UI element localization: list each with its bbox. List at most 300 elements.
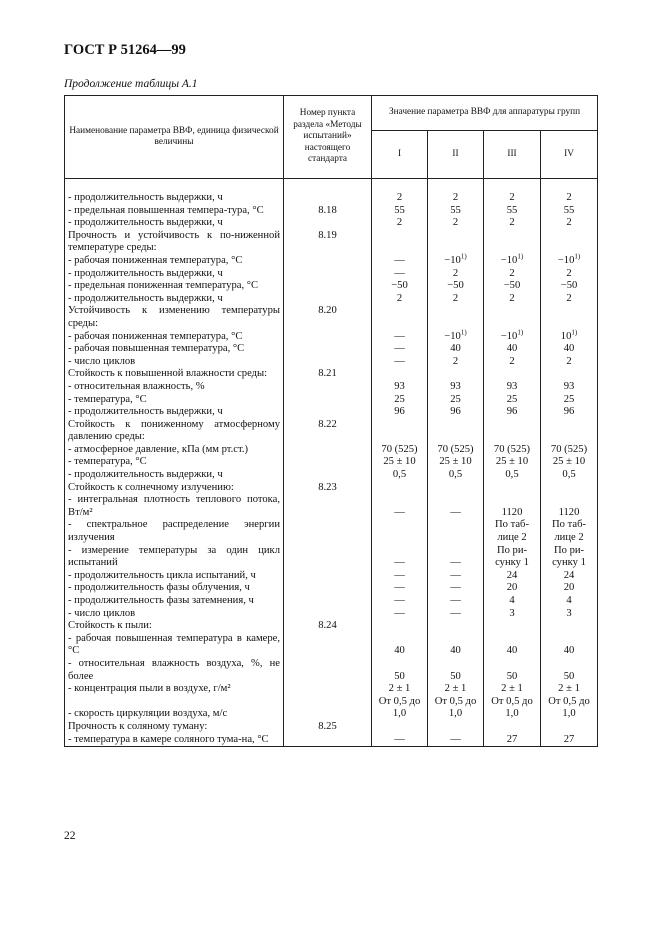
group-value bbox=[372, 356, 428, 369]
section-number bbox=[284, 469, 372, 482]
group-value bbox=[484, 328, 541, 344]
group-value-text: 0,5 bbox=[448, 469, 463, 481]
group-value bbox=[372, 368, 428, 381]
parameter-name: - продолжительность выдержки, ч bbox=[65, 406, 284, 419]
group-value bbox=[541, 482, 598, 495]
group-value bbox=[428, 696, 484, 721]
group-value-text: 2 bbox=[566, 355, 572, 367]
table-row bbox=[65, 217, 598, 230]
group-value bbox=[428, 469, 484, 482]
group-value-text: −50 bbox=[391, 280, 408, 292]
group-value-text: 40 bbox=[450, 645, 461, 657]
group-value-text: 40 bbox=[563, 645, 575, 657]
section-number bbox=[284, 394, 372, 407]
group-value bbox=[372, 683, 428, 696]
table-row bbox=[65, 633, 598, 658]
group-value-text: 2 bbox=[566, 217, 572, 229]
parameter-name: Стойкость к пыли: bbox=[65, 620, 284, 633]
group-value bbox=[484, 444, 541, 457]
group-value bbox=[428, 419, 484, 444]
table-row bbox=[65, 683, 598, 696]
group-value bbox=[428, 230, 484, 255]
group-value-text: 25 ± 10 bbox=[439, 456, 472, 468]
group-value-text: 1120 bbox=[558, 506, 580, 518]
group-value bbox=[541, 394, 598, 407]
group-value bbox=[541, 328, 598, 344]
footnote-marker: 1) bbox=[460, 252, 467, 261]
group-value-text: 3 bbox=[509, 607, 515, 619]
section-number: 8.25 bbox=[284, 721, 372, 734]
parameter-name: - продолжительность цикла испытаний, ч bbox=[65, 570, 284, 583]
group-value-text: 1120 bbox=[501, 506, 523, 518]
group-value bbox=[372, 268, 428, 281]
group-value bbox=[484, 205, 541, 218]
section-number: 8.22 bbox=[284, 419, 372, 444]
group-value bbox=[428, 633, 484, 658]
parameter-name: - атмосферное давление, кПа (мм рт.ст.) bbox=[65, 444, 284, 457]
group-value bbox=[484, 494, 541, 519]
group-value bbox=[541, 595, 598, 608]
group-value bbox=[484, 343, 541, 356]
group-value-text: 50 bbox=[563, 670, 575, 682]
group-value-text: 40 bbox=[563, 343, 575, 355]
section-number bbox=[284, 217, 372, 230]
table-row bbox=[65, 268, 598, 281]
column-header-group: III bbox=[484, 131, 541, 179]
group-value-text: — bbox=[394, 557, 405, 569]
group-value bbox=[541, 734, 598, 747]
group-value bbox=[428, 595, 484, 608]
group-value bbox=[541, 608, 598, 621]
group-value bbox=[541, 633, 598, 658]
table-row bbox=[65, 620, 598, 633]
group-value-text: 93 bbox=[563, 380, 575, 392]
section-number: 8.19 bbox=[284, 230, 372, 255]
document-title: ГОСТ Р 51264—99 bbox=[64, 42, 186, 58]
group-value bbox=[541, 494, 598, 519]
group-value-text: 2 bbox=[396, 217, 403, 229]
group-value-text: 2 bbox=[509, 292, 515, 304]
group-value bbox=[484, 368, 541, 381]
group-value-text: — bbox=[394, 582, 405, 594]
group-value bbox=[541, 205, 598, 218]
section-number bbox=[284, 444, 372, 457]
group-value bbox=[372, 293, 428, 306]
parameter-name: - относительная влажность воздуха, %, не более bbox=[65, 658, 284, 683]
group-value-text: 25 bbox=[450, 393, 461, 405]
table-row bbox=[65, 519, 598, 544]
section-number bbox=[284, 519, 372, 544]
group-value bbox=[428, 217, 484, 230]
group-value-text: — bbox=[394, 254, 405, 266]
group-value bbox=[372, 419, 428, 444]
group-value-text: −50 bbox=[560, 280, 578, 292]
section-number bbox=[284, 381, 372, 394]
group-value bbox=[372, 608, 428, 621]
group-value bbox=[484, 721, 541, 734]
parameter-name: - скорость циркуляции воздуха, м/с bbox=[65, 696, 284, 721]
group-value bbox=[428, 394, 484, 407]
group-value bbox=[372, 721, 428, 734]
section-number bbox=[284, 343, 372, 356]
group-value-text: 2 bbox=[566, 292, 572, 304]
column-header-section: Номер пункта раздела «Методы испытаний» настоящего стандарта bbox=[284, 96, 372, 179]
group-value bbox=[541, 620, 598, 633]
group-value-text: −10 bbox=[557, 254, 575, 266]
group-value-text: −10 bbox=[444, 330, 461, 342]
table-row bbox=[65, 444, 598, 457]
group-value-text: 2 ± 1 bbox=[388, 683, 411, 695]
group-value bbox=[484, 633, 541, 658]
group-value-text: 25 bbox=[563, 393, 575, 405]
table-row bbox=[65, 456, 598, 469]
group-value-text: — bbox=[450, 607, 461, 619]
parameter-name: Стойкость к солнечному излучению: bbox=[65, 482, 284, 495]
section-number bbox=[284, 494, 372, 519]
group-value-text: 93 bbox=[450, 380, 461, 392]
table-row bbox=[65, 356, 598, 369]
table-row bbox=[65, 494, 598, 519]
table-row bbox=[65, 469, 598, 482]
table-row bbox=[65, 293, 598, 306]
group-value bbox=[372, 381, 428, 394]
group-value bbox=[484, 280, 541, 293]
group-value bbox=[541, 252, 598, 268]
group-value-text: 24 bbox=[563, 569, 575, 581]
section-number: 8.24 bbox=[284, 620, 372, 633]
group-value bbox=[484, 406, 541, 419]
footnote-marker: 1) bbox=[517, 328, 524, 336]
group-value-text: 2 bbox=[509, 192, 515, 203]
table-row bbox=[65, 482, 598, 495]
group-value bbox=[372, 734, 428, 747]
parameter-name: - интегральная плотность теплового потока, Вт/м² bbox=[65, 494, 284, 519]
group-value-text: — bbox=[450, 506, 461, 518]
table-row bbox=[65, 582, 598, 595]
group-value-text: От 0,5 до 1,0 bbox=[548, 695, 590, 720]
table-row bbox=[65, 545, 598, 570]
group-value bbox=[541, 419, 598, 444]
group-value-text: 2 ± 1 bbox=[558, 683, 580, 695]
table-row bbox=[65, 280, 598, 293]
table-continuation-caption: Продолжение таблицы А.1 bbox=[64, 78, 198, 90]
group-value-text: 2 bbox=[452, 355, 459, 367]
group-value-text: По ри-сунку 1 bbox=[552, 544, 586, 569]
column-header-group: I bbox=[372, 131, 428, 179]
group-value-text: 24 bbox=[506, 569, 518, 581]
table-row bbox=[65, 658, 598, 683]
group-value-text: — bbox=[394, 506, 405, 518]
table-row bbox=[65, 721, 598, 734]
parameters-table bbox=[64, 95, 598, 747]
group-value-text: — bbox=[394, 355, 405, 367]
group-value bbox=[541, 519, 598, 544]
group-value-text: — bbox=[450, 733, 461, 745]
table-row bbox=[65, 406, 598, 419]
parameter-name: - рабочая пониженная температура, °С bbox=[65, 331, 284, 344]
group-value-text: По ри-сунку 1 bbox=[495, 544, 529, 569]
table-row bbox=[65, 734, 598, 747]
table-row bbox=[65, 230, 598, 255]
group-value bbox=[484, 683, 541, 696]
group-value bbox=[484, 305, 541, 330]
group-value-text: — bbox=[394, 330, 405, 342]
group-value bbox=[484, 419, 541, 444]
group-value-text: По таб-лице 2 bbox=[495, 519, 529, 544]
group-value bbox=[484, 192, 541, 205]
section-number bbox=[284, 696, 372, 721]
group-value-text: 55 bbox=[394, 204, 405, 216]
group-value bbox=[484, 582, 541, 595]
group-value-text: 2 bbox=[396, 192, 403, 203]
section-number bbox=[284, 570, 372, 583]
group-value bbox=[484, 482, 541, 495]
table-row bbox=[65, 381, 598, 394]
group-value bbox=[372, 217, 428, 230]
column-header-group: II bbox=[428, 131, 484, 179]
group-value bbox=[484, 230, 541, 255]
parameter-name: - измерение температуры за один цикл испытаний bbox=[65, 545, 284, 570]
group-value-text: 2 ± 1 bbox=[444, 683, 467, 695]
section-number bbox=[284, 608, 372, 621]
group-value-text: −50 bbox=[447, 280, 464, 292]
group-value bbox=[428, 280, 484, 293]
group-value bbox=[372, 394, 428, 407]
group-value bbox=[484, 469, 541, 482]
group-value-text: 4 bbox=[566, 595, 572, 606]
parameter-name: - предельная повышенная темпера-тура, °С bbox=[65, 205, 284, 218]
group-value bbox=[484, 268, 541, 281]
group-value bbox=[428, 683, 484, 696]
group-value-text: 0,5 bbox=[392, 469, 407, 481]
parameter-name: - продолжительность выдержки, ч bbox=[65, 268, 284, 281]
group-value-text: 93 bbox=[394, 380, 405, 392]
group-value bbox=[372, 620, 428, 633]
parameter-name: - концентрация пыли в воздухе, г/м² bbox=[65, 683, 284, 696]
group-value bbox=[372, 255, 428, 268]
group-value bbox=[428, 658, 484, 683]
group-value bbox=[428, 368, 484, 381]
table-row bbox=[65, 595, 598, 608]
group-value bbox=[428, 381, 484, 394]
group-value-text: 50 bbox=[394, 670, 405, 682]
group-value-text: −10 bbox=[444, 254, 461, 266]
group-value bbox=[484, 595, 541, 608]
section-number bbox=[284, 293, 372, 306]
group-value-text: От 0,5 до 1,0 bbox=[434, 695, 477, 720]
group-value bbox=[484, 696, 541, 721]
column-header-group: IV bbox=[541, 131, 598, 179]
group-value-text: — bbox=[394, 595, 405, 606]
table-row bbox=[65, 343, 598, 356]
group-value bbox=[372, 331, 428, 344]
group-value bbox=[541, 268, 598, 281]
group-value bbox=[372, 595, 428, 608]
group-value bbox=[428, 356, 484, 369]
group-value-text: По таб-лице 2 bbox=[552, 519, 586, 544]
group-value bbox=[484, 519, 541, 544]
group-value-text: −50 bbox=[503, 280, 521, 292]
group-value bbox=[372, 444, 428, 457]
table-row bbox=[65, 331, 598, 344]
group-value bbox=[541, 305, 598, 330]
group-value-text: — bbox=[450, 557, 461, 569]
group-value-text: 40 bbox=[450, 343, 461, 355]
group-value-text: — bbox=[394, 569, 405, 581]
table-row bbox=[65, 608, 598, 621]
group-value-text: 55 bbox=[450, 204, 461, 216]
group-value bbox=[372, 545, 428, 570]
table-row bbox=[65, 205, 598, 218]
parameter-name: - продолжительность выдержки, ч bbox=[65, 192, 284, 205]
table-row bbox=[65, 696, 598, 721]
group-value bbox=[541, 683, 598, 696]
group-value bbox=[541, 444, 598, 457]
group-value bbox=[372, 494, 428, 519]
group-value bbox=[372, 519, 428, 544]
parameter-name: - температура, °С bbox=[65, 394, 284, 407]
group-value bbox=[541, 721, 598, 734]
group-value-text: 70 (525) bbox=[550, 443, 588, 455]
section-number bbox=[284, 255, 372, 268]
group-value bbox=[372, 482, 428, 495]
group-value-text: — bbox=[394, 343, 405, 355]
group-value bbox=[541, 545, 598, 570]
section-number bbox=[284, 658, 372, 683]
group-value bbox=[372, 456, 428, 469]
table-row bbox=[65, 368, 598, 381]
group-value bbox=[428, 456, 484, 469]
group-value bbox=[484, 456, 541, 469]
table-row bbox=[65, 255, 598, 268]
group-value-text: 20 bbox=[506, 582, 518, 594]
parameter-name: - продолжительность фазы затемнения, ч bbox=[65, 595, 284, 608]
group-value bbox=[372, 658, 428, 683]
group-value-text: 50 bbox=[450, 670, 461, 682]
group-value-text: 25 ± 10 bbox=[495, 456, 529, 468]
group-value bbox=[541, 658, 598, 683]
group-value bbox=[541, 280, 598, 293]
parameter-name: Прочность и устойчивость к по-ниженной температуре среды: bbox=[65, 230, 284, 255]
group-value-text: От 0,5 до 1,0 bbox=[491, 695, 533, 720]
table-row bbox=[65, 305, 598, 330]
group-value bbox=[484, 658, 541, 683]
group-value-text: 2 bbox=[566, 267, 572, 279]
group-value bbox=[541, 469, 598, 482]
section-number bbox=[284, 683, 372, 696]
group-value bbox=[428, 721, 484, 734]
group-value-text: 4 bbox=[509, 595, 515, 606]
group-value bbox=[372, 305, 428, 330]
group-value bbox=[428, 192, 484, 205]
group-value bbox=[484, 620, 541, 633]
group-value bbox=[372, 696, 428, 721]
table-row bbox=[65, 192, 598, 205]
group-value bbox=[541, 230, 598, 255]
group-value bbox=[541, 406, 598, 419]
section-number bbox=[284, 356, 372, 369]
group-value-text: — bbox=[394, 267, 405, 279]
group-value bbox=[484, 734, 541, 747]
group-value bbox=[484, 217, 541, 230]
group-value bbox=[484, 381, 541, 394]
group-value-text: 25 ± 10 bbox=[552, 456, 586, 468]
parameter-name: - рабочая пониженная температура, °С bbox=[65, 255, 284, 268]
parameter-name: - рабочая повышенная температура, °С bbox=[65, 343, 284, 356]
group-value-text: −10 bbox=[500, 330, 518, 342]
group-value-text: 2 bbox=[509, 267, 515, 279]
group-value bbox=[428, 293, 484, 306]
section-number bbox=[284, 545, 372, 570]
group-value bbox=[428, 444, 484, 457]
group-value-text: −10 bbox=[500, 254, 518, 266]
group-value bbox=[541, 368, 598, 381]
parameter-name: - рабочая повышенная температура в камере, °С bbox=[65, 633, 284, 658]
group-value bbox=[541, 217, 598, 230]
parameter-name: - относительная влажность, % bbox=[65, 381, 284, 394]
section-number bbox=[284, 280, 372, 293]
group-value-text: 2 bbox=[566, 192, 572, 203]
group-value bbox=[541, 192, 598, 205]
parameter-name: Устойчивость к изменению температуры среды: bbox=[65, 305, 284, 330]
footnote-marker: 1) bbox=[460, 328, 467, 336]
group-value bbox=[484, 545, 541, 570]
table-row bbox=[65, 419, 598, 444]
group-value-text: 10 bbox=[560, 330, 572, 342]
group-value-text: 25 bbox=[506, 393, 518, 405]
group-value-text: 55 bbox=[563, 204, 575, 216]
table-body bbox=[65, 179, 598, 747]
group-value-text: 40 bbox=[506, 343, 518, 355]
group-value bbox=[428, 406, 484, 419]
group-value-text: 96 bbox=[394, 406, 405, 418]
group-value-text: 2 bbox=[509, 217, 515, 229]
group-value bbox=[372, 280, 428, 293]
group-value bbox=[541, 582, 598, 595]
footnote-marker: 1) bbox=[517, 252, 524, 261]
parameter-name: - спектральное распределение энергии излучения bbox=[65, 519, 284, 544]
parameter-name: - продолжительность выдержки, ч bbox=[65, 469, 284, 482]
group-value-text: 2 bbox=[452, 217, 459, 229]
group-value-text: 96 bbox=[450, 406, 461, 418]
group-value bbox=[484, 293, 541, 306]
group-value-text: 2 bbox=[396, 292, 403, 304]
group-value bbox=[372, 469, 428, 482]
group-value bbox=[541, 456, 598, 469]
parameter-name: Стойкость к повышенной влажности среды: bbox=[65, 368, 284, 381]
table-row bbox=[65, 394, 598, 407]
group-value bbox=[372, 230, 428, 255]
group-value-text: От 0,5 до 1,0 bbox=[378, 695, 421, 720]
footnote-marker: 1) bbox=[571, 328, 578, 336]
section-number bbox=[284, 633, 372, 658]
group-value bbox=[484, 394, 541, 407]
parameter-name: - температура в камере соляного тума-на, °С bbox=[65, 734, 284, 747]
group-value-text: 25 ± 10 bbox=[383, 456, 416, 468]
group-value-text: 40 bbox=[506, 645, 518, 657]
group-value bbox=[484, 608, 541, 621]
parameter-name: - предельная пониженная температура, °С bbox=[65, 280, 284, 293]
group-value bbox=[428, 519, 484, 544]
section-number bbox=[284, 456, 372, 469]
group-value-text: — bbox=[450, 582, 461, 594]
group-value bbox=[428, 582, 484, 595]
group-value bbox=[428, 343, 484, 356]
group-value bbox=[428, 252, 484, 268]
group-value bbox=[541, 696, 598, 721]
section-number bbox=[284, 406, 372, 419]
group-value bbox=[541, 356, 598, 369]
